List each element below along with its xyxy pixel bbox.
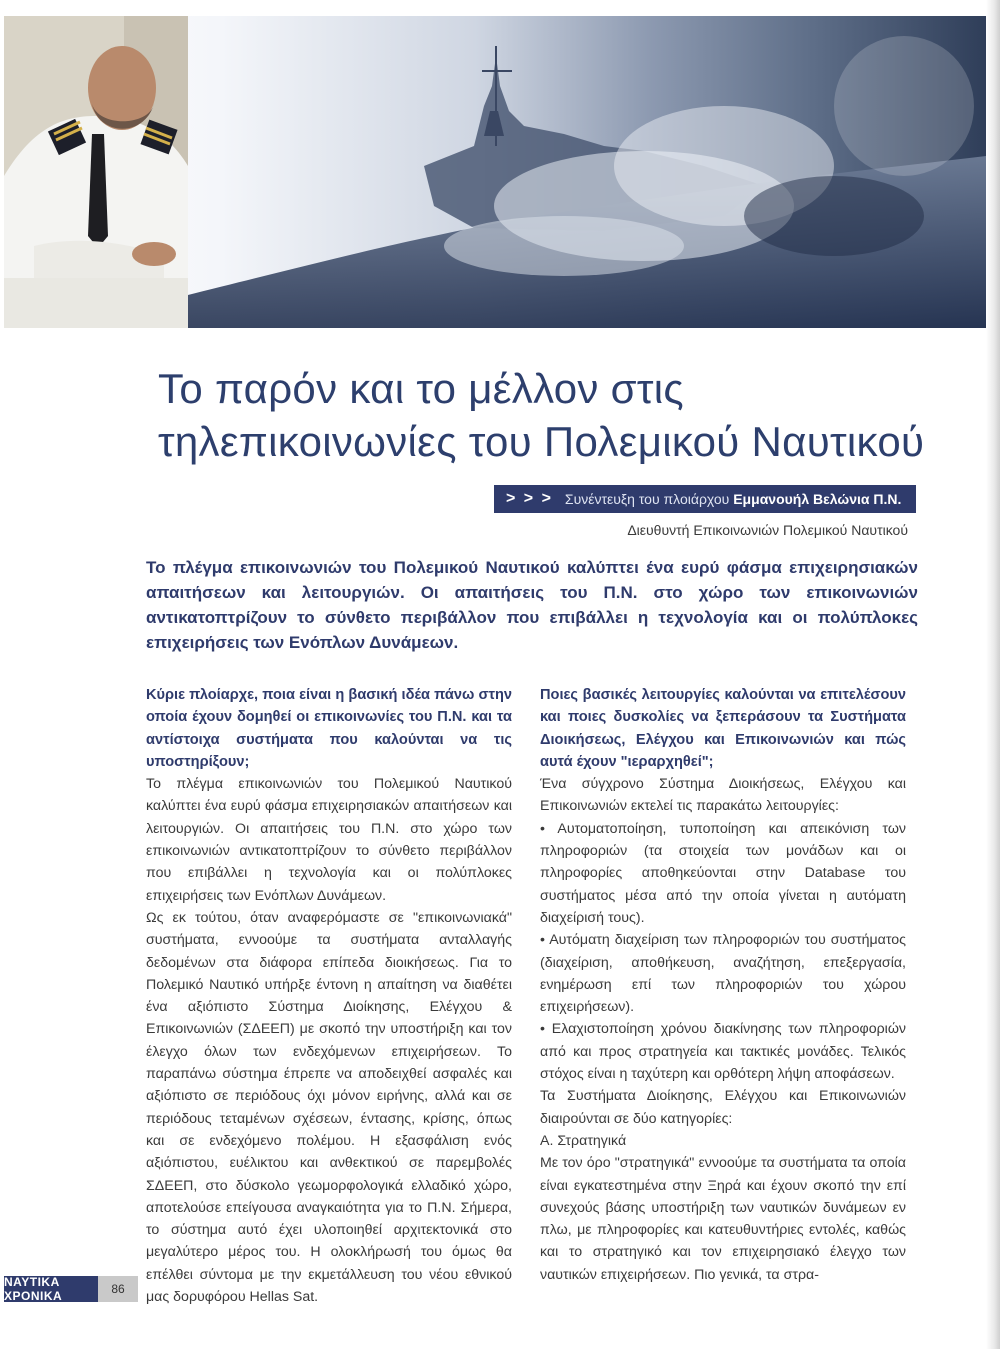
magazine-name: ΝΑΥΤΙΚΑ ΧΡΟΝΙΚΑ [4,1276,98,1302]
portrait-photo [4,16,188,328]
byline-name: Εμμανουήλ Βελώνια Π.Ν. [733,491,902,507]
page-edge-shadow [986,0,1000,1349]
question-1: Κύριε πλοίαρχε, ποια είναι η βασική ιδέα πάνω στην οποία έχουν δομηθεί οι επικοινωνίες του Π.Ν. και τα αντίστοιχα συστήματα που καλούνται να τις υποστηρίξουν; [146,687,512,770]
answer-paragraph: Ως εκ τούτου, όταν αναφερόμαστε σε "επικοινωνιακά" συστήματα, εννοούμε τα συστήματα ανταλλαγής δεδομένων στα διάφορα επίπεδα διοικήσεως. Για το Πολεμικό Ναυτικό υπήρξε έντονη η απαίτηση να διαθέτει ένα αξιόπιστο Σύστημα Διοίκησης, Ελέγχου & Επικοινωνιών (ΣΔΕΕΠ) με σκοπό την υποστήριξη και τον έλεγχο όλων των ενδεχόμενων επιχειρήσεων. Το παραπάνω σύστημα έπρεπε να αποδειχθεί ασφαλές και αξιόπιστο σε περιόδους όχι μόνον ειρήνης, αλλά και σε περιόδους τεταμένων σχέσεων, έντασης, κρίσης, όπως και σε ενδεχόμενο πολέμου. Η εξασφάλιση ενός αξιόπιστου, ευέλικτου και ανθεκτικού σε παρεμβολές ΣΔΕΕΠ, στο δύσκολο γεωμορφολογικά ελλαδικό χώρο, αποτελούσε επείγουσα αναγκαιότητα για το Π.Ν. Σήμερα, το σύστημα αυτό έχει υλοποιηθεί αρχιτεκτονικά στο μεγαλύτερο μέρος του. Η ολοκλήρωσή του όμως θα επέλθει σύντομα με την εκμετάλλευση του νέου εθνικού μας δορυφόρου Hellas Sat. [146,909,512,1306]
answer-paragraph: Με τον όρο "στρατηγικά" εννοούμε τα συστήματα τα οποία είναι εγκατεστημένα στην Ξηρά και έχουν σκοπό την επί συνεχούς βάσης υποστήριξη των ναυτικών δυνάμεων εν πλω, με πληροφορίες και κατευθυντήριες εντολές, καθώς και το στρατηγικό και τον επιχειρησιακό έλεγχο των ναυτικών επιχειρήσεων. Πιο γενικά, τα στρα- [540,1155,906,1283]
section-label: Α. Στρατηγικά [540,1132,627,1149]
answer-paragraph: Το πλέγμα επικοινωνιών του Πολεμικού Ναυτικού καλύπτει ένα ευρύ φάσμα επιχειρησιακών απαιτήσεων και λειτουργιών. Οι απαιτήσεις του Π.Ν. στο χώρο των επικοινωνιών αντικατοπτρίζουν το σύνθετο περιβάλλον που επιβάλλει η τεχνολογία και οι πολύπλοκες επιχειρήσεις των Ενόπλων Δυνάμεων. [146,776,512,904]
question-2: Ποιες βασικές λειτουργίες καλούνται να επιτελέσουν και ποιες δυσκολίες να ξεπεράσουν τα Συστήματα Διοικήσεως, Ελέγχου και Επικοινωνιών και πώς αυτά έχουν "ιεραρχηθεί"; [540,687,906,770]
bullet-item: • Αυτόματη διαχείριση των πληροφοριών του συστήματος (διαχείριση, αποθήκευση, αναζήτηση, επεξεργασία, ενημέρωση επί των πληροφοριών του χώρου επιχειρήσεων). [540,932,906,1016]
bullet-item: • Αυτοματοποίηση, τυποποίηση και απεικόνιση των πληροφοριών (τα στοιχεία των μονάδων και οι πληροφορίες αποθηκεύονται στην Database του συστήματος μέσα από την οποία γίνεται η αυτόματη διαχείρισή τους). [540,820,906,926]
bullet-item: • Ελαχιστοποίηση χρόνου διακίνησης των πληροφοριών από και προς στρατηγεία και τακτικές μονάδες. Τελικός στόχος είναι η ταχύτερη και ορθότερη λήψη αποφάσεων. [540,1021,906,1083]
byline-subtitle: Διευθυντή Επικοινωνιών Πολεμικού Ναυτικού [627,522,908,538]
byline-arrows: > > > [506,490,553,507]
byline-bar [494,485,916,513]
answer-paragraph: Τα Συστήματα Διοίκησης, Ελέγχου και Επικοινωνιών διαιρούνται σε δύο κατηγορίες: [540,1088,906,1127]
right-column [540,684,906,1286]
left-column [146,684,512,1308]
article-title: Το παρόν και το μέλλον στις τηλεπικοινωνίες του Πολεμικού Ναυτικού [158,365,925,465]
page-number: 86 [98,1276,138,1302]
byline-prefix: Συνέντευξη του πλοιάρχου [564,491,730,507]
lead-paragraph: Το πλέγμα επικοινωνιών του Πολεμικού Ναυτικού καλύπτει ένα ευρύ φάσμα επιχειρησιακών απαιτήσεων και λειτουργιών. Οι απαιτήσεις του Π.Ν. στο χώρο των επικοινωνιών αντικατοπτρίζουν το σύνθετο περιβάλλον που επιβάλλει η τεχνολογία και οι πολύπλοκες επιχειρήσεις των Ενόπλων Δυνάμεων. [146,558,918,652]
answer-paragraph: Ένα σύγχρονο Σύστημα Διοικήσεως, Ελέγχου και Επικοινωνιών εκτελεί τις παρακάτω λειτουργίες: [540,776,906,815]
